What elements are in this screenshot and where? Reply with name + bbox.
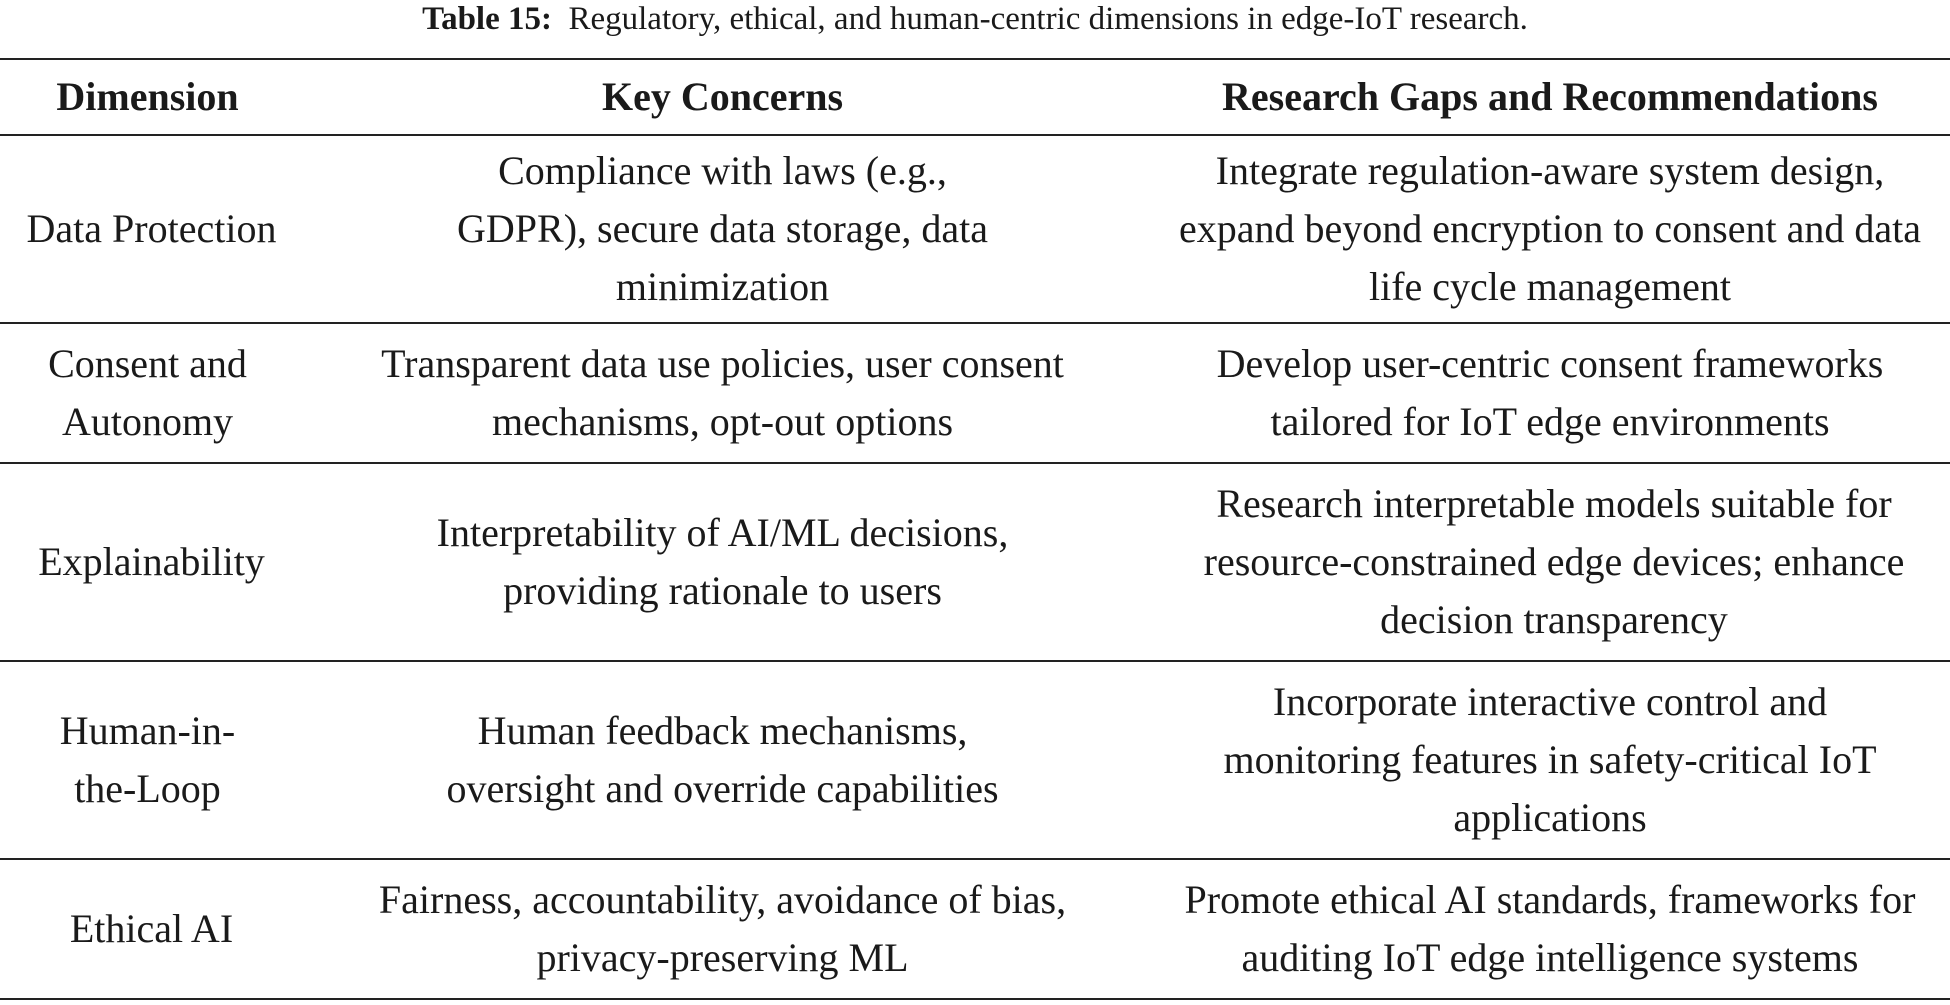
concerns-cell bbox=[295, 463, 1150, 661]
recommendations-text: Integrate regulation-aware system design, expand beyond encryption to consent and data life cycle management bbox=[1179, 148, 1921, 309]
recommendations-cell bbox=[1150, 135, 1950, 323]
caption-label: Table 15: bbox=[422, 1, 552, 37]
concerns-text: Interpretability of AI/ML decisions, providing rationale to users bbox=[436, 510, 1009, 613]
table-row bbox=[0, 859, 1950, 999]
table-row bbox=[0, 661, 1950, 859]
concerns-cell bbox=[295, 323, 1150, 463]
dimension-cell bbox=[0, 859, 295, 999]
dimension-cell bbox=[0, 323, 295, 463]
dimension-text: Ethical AI bbox=[69, 906, 234, 951]
recommendations-cell bbox=[1150, 859, 1950, 999]
dimension-cell bbox=[0, 661, 295, 859]
dimension-text: Explainability bbox=[38, 539, 265, 584]
table-row bbox=[0, 323, 1950, 463]
recommendations-text: Promote ethical AI standards, frameworks for auditing IoT edge intelligence systems bbox=[1184, 877, 1916, 980]
dimension-cell bbox=[0, 135, 295, 323]
table-row bbox=[0, 463, 1950, 661]
table-caption bbox=[0, 0, 1950, 58]
recommendations-text: Research interpretable models suitable for resource-constrained edge devices; enhance decision transparency bbox=[1203, 481, 1905, 642]
dimension-text: Consent and Autonomy bbox=[48, 341, 247, 444]
dimensions-table bbox=[0, 58, 1950, 1000]
concerns-text: Compliance with laws (e.g., GDPR), secure data storage, data minimization bbox=[457, 148, 988, 309]
dimension-text: Data Protection bbox=[26, 206, 277, 251]
recommendations-text: Develop user-centric consent frameworks tailored for IoT edge environments bbox=[1216, 341, 1884, 444]
recommendations-cell bbox=[1150, 463, 1950, 661]
concerns-cell bbox=[295, 859, 1150, 999]
dimension-text: Human-in-the-Loop bbox=[59, 708, 236, 811]
concerns-cell bbox=[295, 135, 1150, 323]
header-dimension: Dimension bbox=[0, 59, 295, 135]
recommendations-cell bbox=[1150, 323, 1950, 463]
dimension-cell bbox=[0, 463, 295, 661]
recommendations-text: Incorporate interactive control and monitoring features in safety-critical IoT applications bbox=[1223, 679, 1877, 840]
concerns-text: Human feedback mechanisms, oversight and override capabilities bbox=[446, 708, 999, 811]
recommendations-cell bbox=[1150, 661, 1950, 859]
table-row bbox=[0, 135, 1950, 323]
caption-text: Regulatory, ethical, and human-centric dimensions in edge-IoT research. bbox=[568, 1, 1528, 37]
header-row bbox=[0, 59, 1950, 135]
concerns-cell bbox=[295, 661, 1150, 859]
concerns-text: Fairness, accountability, avoidance of bias, privacy-preserving ML bbox=[378, 877, 1067, 980]
header-key-concerns: Key Concerns bbox=[295, 59, 1150, 135]
concerns-text: Transparent data use policies, user consent mechanisms, opt-out options bbox=[381, 341, 1064, 444]
header-research-gaps: Research Gaps and Recommendations bbox=[1150, 59, 1950, 135]
